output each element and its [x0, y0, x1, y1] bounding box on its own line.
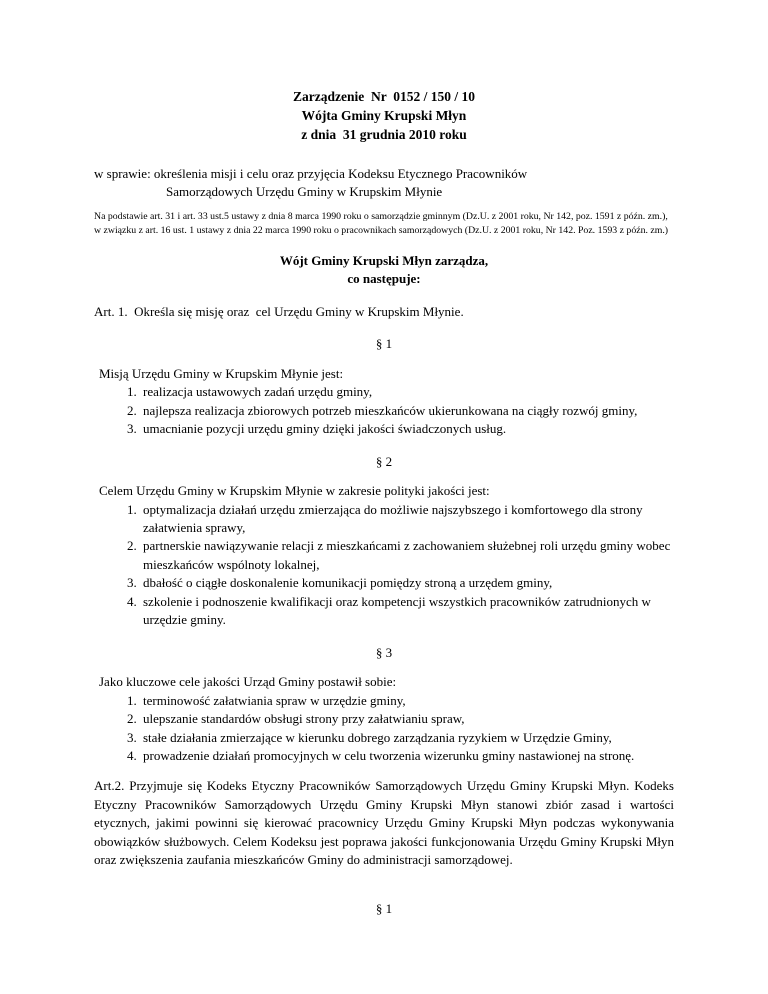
- list-item: 3. dbałość o ciągłe doskonalenie komunikacji pomiędzy stroną a urzędem gminy,: [140, 574, 674, 592]
- subject-paragraph: [94, 165, 674, 202]
- list-item: 1. terminowość załatwiania spraw w urzędzie gminy,: [140, 692, 674, 710]
- list-item: 1. optymalizacja działań urzędu zmierzająca do możliwie najszybszego i komfortowego dla strony załatwienia sprawy,: [140, 501, 674, 538]
- subject-line-2: Samorządowych Urzędu Gminy w Krupskim Młynie: [166, 184, 443, 200]
- list-item: 2. partnerskie nawiązywanie relacji z mieszkańcami z zachowaniem służebnej roli urzędu gminy wobec mieszkańców wspólnoty lokalnej,: [140, 537, 674, 574]
- section-2-symbol: § 2: [375, 453, 393, 469]
- list-item: 2. najlepsza realizacja zbiorowych potrzeb mieszkańców ukierunkowana na ciągły rozwój gminy,: [140, 402, 674, 420]
- document-title-block: [94, 88, 674, 145]
- list-item: 3. stałe działania zmierzające w kierunku dobrego zarządzania ryzykiem w Urzędzie Gminy,: [140, 729, 674, 747]
- closing-section-symbol: § 1: [375, 900, 393, 916]
- section-2: [94, 453, 674, 630]
- article-2-paragraph: Art.2. Przyjmuje się Kodeks Etyczny Pracowników Samorządowych Urzędu Gminy Krupski Młyn. Kodeks Etyczny Pracowników Samorządowych Urzędu Gminy Krupski Młyn stanowi zbiór zasad i wartości etycznych, jakimi powinni się kierować pracownicy Urzędu Gminy Krupski Młyn podczas wykonywania obowiązków służbowych. Celem Kodeksu jest poprawa jakości funkcjonowania Urzędu Gminy Krupski Młyn oraz zwiększenia zaufania mieszkańców Gminy do administracji samorządowej.: [94, 778, 674, 868]
- article-1-paragraph: Art. 1. Określa się misję oraz cel Urzędu Gminy w Krupskim Młynie.: [94, 303, 464, 319]
- list-item: 2. ulepszanie standardów obsługi strony przy załatwianiu spraw,: [140, 710, 674, 728]
- section-3-symbol: § 3: [375, 644, 393, 660]
- section-3: [94, 644, 674, 766]
- list-item: 4. prowadzenie działań promocyjnych w celu tworzenia wizerunku gminy nastawionej na stronę.: [140, 747, 674, 765]
- decree-line-1: Wójt Gminy Krupski Młyn zarządza,: [279, 252, 489, 268]
- section-2-list: [94, 501, 674, 630]
- section-2-intro: Celem Urzędu Gminy w Krupskim Młynie w zakresie polityki jakości jest:: [99, 483, 490, 499]
- decree-statement: [94, 252, 674, 289]
- legal-basis-paragraph: Na podstawie art. 31 i art. 33 ust.5 ustawy z dnia 8 marca 1990 roku o samorządzie gminnym (Dz.U. z 2001 roku, Nr 142, poz. 1591 z późn. zm.), w związku z art. 16 ust. 1 ustawy z dnia 22 marca 1990 roku o pracownikach samorządowych (Dz.U. z 2001 roku, Nr 142. Poz. 1593 z późn. zm.): [94, 210, 669, 236]
- section-1-symbol: § 1: [375, 336, 393, 352]
- section-3-list: [94, 692, 674, 766]
- title-line-issuer: Wójta Gminy Krupski Młyn: [301, 107, 467, 123]
- list-item: 1. realizacja ustawowych zadań urzędu gminy,: [140, 383, 674, 401]
- subject-line-1: w sprawie: określenia misji i celu oraz przyjęcia Kodeksu Etycznego Pracowników: [94, 165, 528, 181]
- title-line-number: Zarządzenie Nr 0152 / 150 / 10: [293, 89, 475, 104]
- section-3-intro: Jako kluczowe cele jakości Urząd Gminy postawił sobie:: [99, 674, 397, 690]
- section-1: [94, 335, 674, 438]
- title-line-date: z dnia 31 grudnia 2010 roku: [301, 126, 467, 142]
- list-item: 3. umacnianie pozycji urzędu gminy dzięki jakości świadczonych usług.: [140, 420, 674, 438]
- list-item: 4. szkolenie i podnoszenie kwalifikacji oraz kompetencji wszystkich pracowników zatrudnionych w urzędzie gminy.: [140, 593, 674, 630]
- section-1-intro: Misją Urzędu Gminy w Krupskim Młynie jest:: [99, 365, 344, 381]
- decree-line-2: co następuje:: [347, 271, 421, 287]
- section-1-list: [94, 383, 674, 438]
